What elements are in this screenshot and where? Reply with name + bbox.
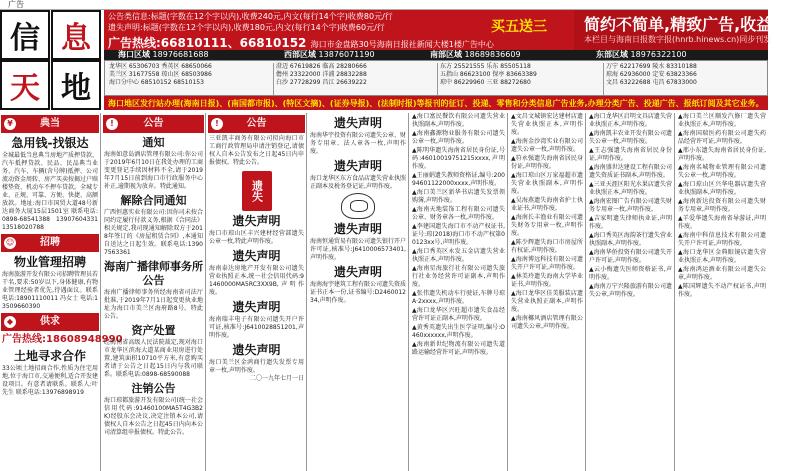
listing-item: ▲海口美兰区新华书店遗失发票领购簿,声明作废。 — [412, 189, 505, 204]
listing-item: ▲海南国瑞医药有限公司遗失药品经营许可证,声明作废。 — [678, 130, 766, 145]
section-header-supply: ◆ 供求 — [1, 313, 99, 331]
agent-group-2: 澄迈 67619826 临高 28280666 儋州 23322000 洋浦 28832288 白沙 27728299 昌江 26639222 — [273, 63, 367, 95]
listing-item: ▲海南宏图广告有限公司遗失财务专用章一枚,声明作废。 — [589, 198, 672, 213]
stamp-icon — [341, 193, 375, 219]
ad-header — [0, 10, 804, 110]
lost-text-4: 海口美兰区金鸿商行遗失发票专用章一枚,声明作废。 — [209, 359, 304, 374]
hotline-note: 海口市金盘路30号海南日报社新闻大楼1楼广告中心 — [310, 40, 494, 49]
listing-item: ▲海南椰风酒店管理有限公司遗失公章,声明作废。 — [511, 315, 583, 330]
section-header-notice-2: ! 公告 — [208, 115, 305, 133]
headline-notify: 通知 — [142, 136, 165, 149]
lost-tag: 遗失 — [242, 171, 272, 211]
notice-text: 三亚凯丰商务有限公司拟向海口市工商行政管理局申请注销登记,请债权人自本公告发布之日起45日内申报债权。特此公告。 — [209, 135, 304, 166]
recruit-icon: ☺ — [5, 238, 15, 247]
column-1 — [0, 113, 123, 471]
recruit-text: 海南旅游开发有限公司招聘管理员若干名,要求:50岁以下,身体健康,有物业管理经验者优先,待遇面议。联系电话:18901110011 冯女士 电话:13509660390 — [2, 271, 99, 310]
listing-item: ▲海口美兰区顺发汽修厂遗失营业执照正本,声明作废。 — [678, 113, 766, 128]
listing-item: ▲海口琼山区万家福超市遗失营业执照副本,声明作废。 — [511, 172, 583, 195]
headline-lost-5: 遗失声明 — [333, 116, 382, 130]
notice-icon: ! — [106, 118, 118, 130]
headline-lawfirm: 海南广播律师事务所公告 — [104, 260, 203, 287]
listing-item: ▲符永强遗失海南省居民身份证,声明作废。 — [511, 155, 583, 170]
listing-item: ▲羊爱华遗失海南省导游证,声明作废。 — [678, 215, 766, 230]
listing-item: ▲吴海燕遗失海南省护士执业证书,声明作废。 — [511, 197, 583, 212]
logo-char-4: 地 — [51, 60, 101, 110]
agent-group-3: 东方 25521555 乐东 85505118 五指山 86623100 保亭 83663389 琼中 86229960 三亚 88272680 — [437, 63, 537, 95]
headline-lost-4: 遗失声明 — [232, 343, 281, 357]
column-2 — [102, 113, 206, 471]
listing-item: ▲邢小东遗失海南省居民身份证,声明作废。 — [678, 147, 766, 162]
lost-text-8: 海南海宇建筑工程有限公司遗失资质证书正本一份,证书编号:D246001234,声明作废。 — [310, 281, 407, 304]
headline-land: 土地寻求合作 — [13, 349, 86, 363]
listing-item: ▲王志强遗失海南省居民身份证,声明作废。 — [589, 147, 672, 162]
headline-lost-8: 遗失声明 — [333, 265, 382, 279]
ticker-text: 海口地区发行站办理(海南日报)、(南国都市报)、(特区文摘)、(证券导报)、(法制时报)等报刊的征订、投递、零售和分类信息广告业务,办理分类广告、投递广告、报纸订阅及其它业务。 — [108, 99, 764, 108]
slogan-box — [574, 10, 804, 50]
logo — [0, 10, 102, 110]
section-header-pawn: ¥ 典当 — [1, 115, 99, 133]
listing-item: ▲文昌文城镇宏达建材店遗失营业执照正本,声明作废。 — [511, 113, 583, 136]
land-text: 33公顷土地招商合作,性质为住宅用地,位于海口市,交通便利,适合开发建设项目。有意者请联系。联系人:叶先生 联系电话:13976898919 — [2, 365, 98, 396]
listing-item: ▲海口龙华区金典眼镜店遗失营业执照正本,声明作废。 — [678, 249, 766, 264]
asset-text: 经海南省高级人民法院裁定,现对海口市龙华区滨海大道某商业用房进行处置,建筑面积10710平方米,有意购买者请于公告之日起15日内与我司联系。联系电话:0898-68590088 — [104, 339, 203, 378]
hotline: 广告热线:66810111、66810152 海口市金盘路30号海南日报社新闻大楼1楼广告中心 — [108, 36, 494, 50]
headline-lost-7: 遗失声明 — [333, 222, 382, 236]
cancel-text: 海口琼都旅游开发有限公司(统一社会信用代码:91460100MA5T4G3B2K)经股东会决议,决定注销本公司,请债权人自本公告之日起45日内向本公司清算组申报债权。特此公告。 — [104, 397, 203, 436]
top-bar — [0, 0, 768, 10]
supply-icon: ◆ — [4, 316, 16, 328]
listing-item: ▲海南星海旅行社有限公司遗失旅行社业务经营许可证副本,声明作废。 — [412, 265, 505, 288]
headline-asset: 资产处置 — [131, 324, 176, 337]
listing-item: ▲海口龙华区兴旺超市遗失食品经营许可证正副本,声明作废。 — [412, 307, 505, 322]
lost-text-5: 海南华宇投资有限公司遗失公章、财务专用章、法人章各一枚,声明作废。 — [310, 132, 407, 155]
listing-item: ▲三亚天涯区阳光水果店遗失营业执照正本,声明作废。 — [589, 181, 672, 196]
price-line-2: 遗失声明:标题(字数在12个字以内),收费180元,内文(每行14个字)收费60元/行 — [108, 23, 385, 32]
column-8 — [676, 113, 768, 471]
logo-char-1: 信 — [0, 10, 50, 60]
listing-item: ▲吉家明遗失律师执业证,声明作废。 — [589, 215, 672, 230]
listing-item: ▲海口秀英区海韵茶行遗失营业执照副本,声明作废。 — [589, 232, 672, 247]
listing-item: ▲云小梅遗失医师资格证书,声明作废。 — [589, 266, 672, 281]
lost-text-6: 海口龙华区东方食品店遗失营业执照正副本及税务登记证,声明作废。 — [310, 175, 407, 190]
date-signature: 二〇一九年七月一日 — [249, 375, 304, 382]
listing-item: ▲黄秀英遗失出生医学证明,编号:O460xxxxxx,声明作废。 — [412, 324, 505, 339]
section-header-notice: ! 公告 — [103, 115, 204, 133]
lost-text-7: 海南恒通贸易有限公司遗失银行开户许可证,核准号:J6410006573401,声明作废。 — [310, 238, 407, 261]
lost-text-2: 海南泰达房地产开发有限公司遗失营业执照正本,统一社会信用代码:91460000MA5RC3XX9B,声明作废。 — [209, 265, 304, 296]
listing-item: ▲海南凯丰农业开发有限公司遗失公章一枚,声明作废。 — [589, 130, 672, 145]
agent-group-1: 龙华区 65306703 秀英区 68650066 美兰区 31677558 琼山区 68503986 海口分中心 68510152 68510153 — [109, 63, 212, 86]
headline-terminate: 解除合同通知 — [120, 194, 187, 207]
listing-item: ▲海口富民餐饮有限公司遗失营业执照副本,声明作废。 — [412, 113, 505, 128]
listing-item: ▲海南博远科技有限公司遗失开户许可证,声明作废。 — [511, 256, 583, 271]
listing-item: ▲海口琼山区兴华电器店遗失营业执照副本,声明作废。 — [678, 181, 766, 196]
headline-lost-6: 遗失声明 — [333, 159, 382, 173]
headline-lost-2: 遗失声明 — [232, 249, 281, 263]
price-banner — [104, 10, 804, 50]
headline-lost-3: 遗失声明 — [232, 300, 281, 314]
listing-item: ▲海口秀英区永发五金店遗失营业执照正本,声明作废。 — [412, 248, 505, 263]
agent-table — [104, 60, 768, 96]
headline-pawn: 急用钱-找银达 — [11, 136, 89, 150]
listing-item: ▲海南新世纪物流有限公司遗失道路运输经营许可证,声明作废。 — [412, 341, 505, 356]
listing-item: ▲海南新达投资有限公司遗失财务专用章,声明作废。 — [678, 198, 766, 213]
column-3 — [207, 113, 307, 471]
notice-icon: ! — [211, 118, 223, 130]
section-header-recruit: ☺ 招聘 — [1, 234, 99, 252]
lost-text-1: 海口市琼山区丰兴建材经营部遗失公章一枚,特此声明作废。 — [209, 230, 304, 245]
listing-item: ▲李建国遗失海口市不动产权证书,证号:琼(2018)海口市不动产权第00123xx号,声明作废。 — [412, 223, 505, 246]
listing-item: ▲海口龙华区启明文具店遗失营业执照正本,声明作废。 — [589, 113, 672, 128]
listing-item: ▲海南金沙湾实业有限公司遗失公章一枚,声明作废。 — [511, 138, 583, 153]
listing-item: ▲王丽娟遗失教师资格证,编号:20094601122000xxxx,声明作废。 — [412, 172, 505, 187]
district-south: 南部区域 18689836609 — [430, 50, 521, 59]
column-4 — [308, 113, 409, 471]
headline-recruit: 物业管理招聘 — [13, 255, 86, 269]
listing-item: ▲海南长丰渔业有限公司遗失财务专用章一枚,声明作废。 — [511, 214, 583, 237]
listing-item: ▲海南鸿运酒业有限公司遗失公章,声明作废。 — [678, 266, 766, 281]
district-west: 西部区域 13876071190 — [284, 50, 375, 59]
listing-item: ▲海南万宁兴隆旅游有限公司遗失公章,声明作废。 — [589, 283, 672, 298]
listing-item: ▲海南名城物业管理有限公司遗失公章一枚,声明作废。 — [678, 164, 766, 179]
headline-cancel: 注销公告 — [131, 382, 176, 395]
listing-item: ▲张伟遗失机动车行驶证,车牌号琼A·2xxxx,声明作废。 — [412, 290, 505, 305]
listing-item: ▲陈少辉遗失海口市房屋所有权证,声明作废。 — [511, 239, 583, 254]
logo-char-2: 息 — [51, 10, 101, 60]
listing-item: ▲海南中科信息技术有限公司遗失开户许可证,声明作废。 — [678, 232, 766, 247]
logo-char-3: 天 — [0, 60, 50, 110]
headline-lost-1: 遗失声明 — [232, 214, 281, 228]
top-bar-label: 广告 — [8, 0, 24, 9]
listing-item: ▲陈国辉遗失不动产权证书,声明作废。 — [678, 283, 766, 298]
listing-item: ▲海南鑫源物业服务有限公司遗失公章一枚,声明作废。 — [412, 130, 505, 145]
lost-text-3: 海南瑞丰电子有限公司遗失开户许可证,核准号:J6410028851201,声明作废。 — [209, 316, 304, 339]
slogan-sub: 本栏目与海南日报数字报(hnrb.hinews.cn)同步刊发 — [584, 35, 772, 44]
agent-group-4: 万宁 62217699 陵水 83310188 琼海 62936000 定安 63823366 文昌 63222688 屯昌 67833000 — [603, 63, 697, 95]
lawfirm-text: 海南广播律师事务所经海南省司法厅批准,于2019年7月1日起变更执业地址为海口市美兰区海府路8号。特此公告。 — [104, 289, 203, 320]
slogan: 简约不简单,精致广告,收益无限 — [584, 15, 804, 34]
ticker-bar — [104, 96, 768, 110]
supply-hotline: 广告热线:18608948990 — [2, 334, 123, 345]
column-5 — [410, 113, 508, 471]
pawn-text: 全城最低当息典当房地产质押贷款、汽车抵押贷款、民品、民品典当业务、汽车、车辆(含号牌)抵押、公司流动资金周转、房产买卖按揭过户赎楼垫资、机动车不押车贷款。全城专业、正规、可靠、方便、快捷、高额放款。地址:海口市国贸大道48号新达商务大厦15层1501室 联系电话:0898-68541388 13907604331 13518020788 — [2, 152, 99, 231]
listing-item: ▲林美玲遗失海南大学毕业证书,声明作废。 — [511, 273, 583, 288]
listing-item: ▲海口龙华区佳美服装店遗失营业执照正副本,声明作废。 — [511, 290, 583, 313]
column-6 — [509, 113, 586, 471]
listing-item: ▲海南华侨投资有限公司遗失开户许可证,声明作废。 — [589, 249, 672, 264]
district-haikou: 海口区域 18976681688 — [118, 50, 209, 59]
listing-item: ▲海南天地装饰工程有限公司遗失公章、财务章各一枚,声明作废。 — [412, 206, 505, 221]
notify-text: 海南如意岛酒店管理有限公司:你公司于2019年6月10日在我处办理的工商变更登记手续因材料不全,请于2019年7月15日前到海口市行政服务中心补正,逾期视为放弃。特此通知。 — [104, 151, 203, 190]
listing-item: ▲陈明华遗失海南省居民身份证,号码:46010019751215xxxx,声明作废。 — [412, 147, 505, 170]
district-bar — [104, 50, 768, 60]
listing-item: ▲海南盛世达建设工程有限公司遗失资质证书副本,声明作废。 — [589, 164, 672, 179]
terminate-text: 广西恒惠实业有限公司:因你司未按合同约定履行付款义务,根据《合同法》相关规定,我司现通知解除双方于2018年签订的《房屋租赁合同》,本通知自送达之日起生效。联系电话:13907563361 — [104, 209, 203, 256]
district-east: 东部区域 18976322100 — [596, 50, 687, 59]
promo-label: 买五送三 — [491, 19, 547, 35]
pawn-icon: ¥ — [4, 118, 16, 130]
column-7 — [587, 113, 675, 471]
price-line-1: 公告类信息:标题(字数在12个字以内),收费240元,内文(每行14个字)收费80元/行 — [108, 12, 393, 21]
